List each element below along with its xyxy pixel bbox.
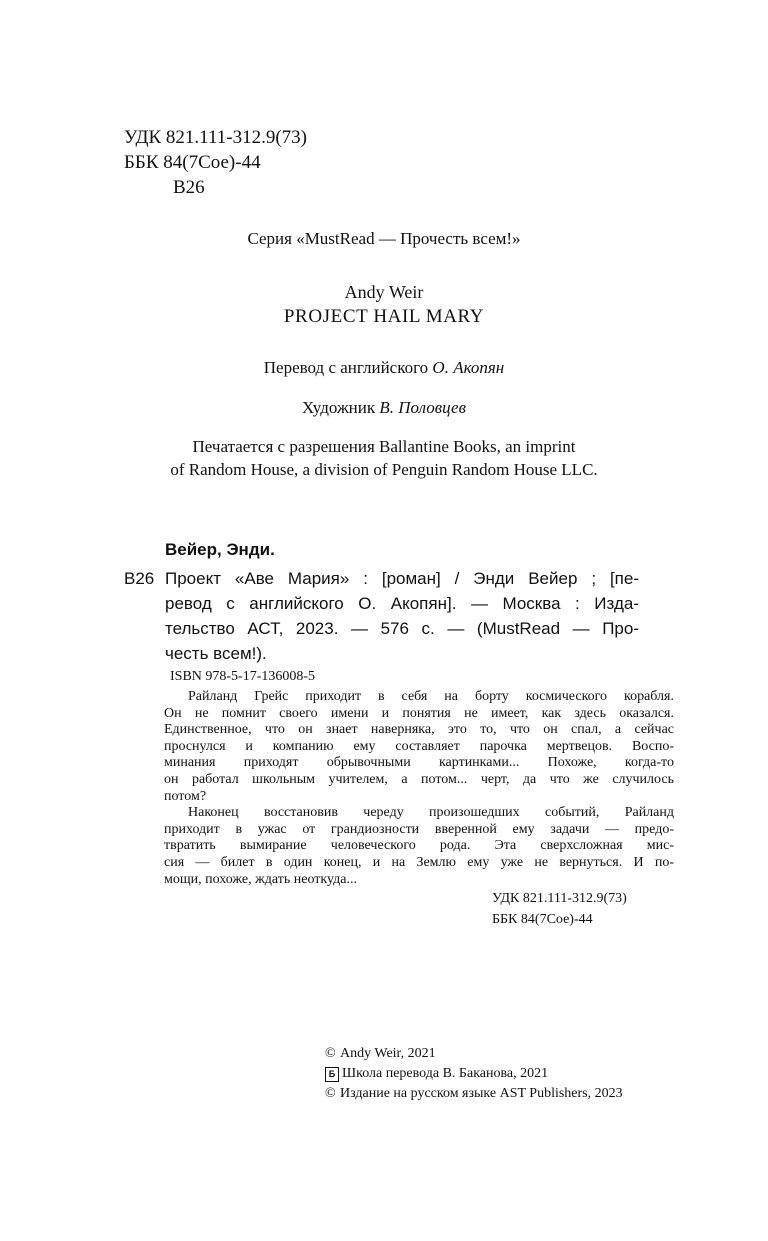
isbn: ISBN 978-5-17-136008-5	[170, 669, 316, 684]
copyright-icon: ©	[325, 1046, 336, 1061]
permission-line: of Random House, a division of Penguin Random House LLC.	[170, 460, 598, 479]
copyright-edition-line	[325, 1084, 623, 1104]
bbk-code: ББК 84(7Сое)-44	[124, 152, 261, 173]
classification-block-top	[124, 125, 307, 200]
catalog-card-author: Вейер, Энди.	[165, 540, 275, 559]
catalog-card-line: Проект «Аве Мария» : [роман] / Энди Вейер ; [пе-	[165, 569, 639, 588]
copyright-edition: Издание на русском языке AST Publishers, 2023	[340, 1086, 623, 1101]
copyright-block	[325, 1044, 623, 1104]
author-mark: В26	[173, 177, 205, 198]
annotation-line: он работал школьным учителем, а потом... черт, да что же случилось	[164, 771, 674, 787]
original-author: Andy Weir	[344, 282, 424, 302]
translator-label: Перевод с английского	[263, 358, 429, 377]
annotation-line: Он не помнит своего имени и понятия не имеет, как здесь оказался.	[164, 705, 674, 721]
series-line: Серия «MustRead — Прочесть всем!»	[247, 229, 521, 248]
bakanov-school-logo-icon: Б	[325, 1067, 339, 1082]
permission-line: Печатается с разрешения Ballantine Books, an imprint	[192, 437, 576, 456]
annotation-line: минания приходят обрывочными картинками... Похоже, когда-то	[164, 755, 674, 771]
annotation-line: Единственное, что он знает наверняка, это то, что он спал, а сейчас	[164, 722, 674, 738]
catalog-card-line: тельство АСТ, 2023. — 576 с. — (MustRead — Про-	[165, 619, 639, 638]
artist-credit	[0, 398, 768, 418]
annotation-line: Райланд Грейс приходит в себя на борту космического корабля.	[188, 689, 674, 704]
copyright-author-line	[325, 1044, 623, 1064]
original-title: PROJECT HAIL MARY	[283, 306, 485, 327]
catalog-card-line: ревод с английского О. Акопян]. — Москва : Изда-	[165, 594, 639, 613]
annotation-line: проснулся и компанию ему составляет парочка мертвецов. Воспо-	[164, 738, 674, 754]
copyright-school: Школа перевода В. Баканова, 2021	[342, 1066, 549, 1081]
permission-notice	[0, 435, 768, 481]
catalog-card-description	[165, 566, 639, 666]
bbk-code: ББК 84(7Сое)-44	[492, 912, 593, 927]
annotation-line: твратить вымирание человеческого рода. Эта сверхсложная мис-	[164, 838, 674, 854]
annotation-line: Наконец восстановив череду произошедших событий, Райланд	[188, 805, 674, 821]
copyright-author: Andy Weir, 2021	[340, 1046, 436, 1061]
udk-code: УДК 821.111-312.9(73)	[124, 127, 307, 148]
translator-name: О. Акопян	[432, 358, 505, 377]
translator-credit	[0, 358, 768, 378]
udk-code: УДК 821.111-312.9(73)	[492, 891, 627, 906]
annotation-line: мощи, похоже, ждать неоткуда...	[164, 871, 357, 887]
artist-label: Художник	[302, 398, 376, 417]
classification-block-bottom	[492, 888, 627, 930]
annotation	[164, 689, 674, 888]
catalog-card-code: В26	[124, 569, 155, 588]
annotation-line: сия — билет в один конец, и на Землю ему уже не вернуться. И по-	[164, 854, 674, 870]
copyright-icon: ©	[325, 1086, 336, 1101]
catalog-card-line: честь всем!).	[165, 644, 267, 663]
annotation-line: приходит в ужас от грандиозности вверенной ему задачи — предо-	[164, 821, 674, 837]
copyright-school-line	[325, 1064, 623, 1084]
annotation-line: потом?	[164, 788, 207, 804]
artist-name: В. Половцев	[379, 398, 466, 417]
